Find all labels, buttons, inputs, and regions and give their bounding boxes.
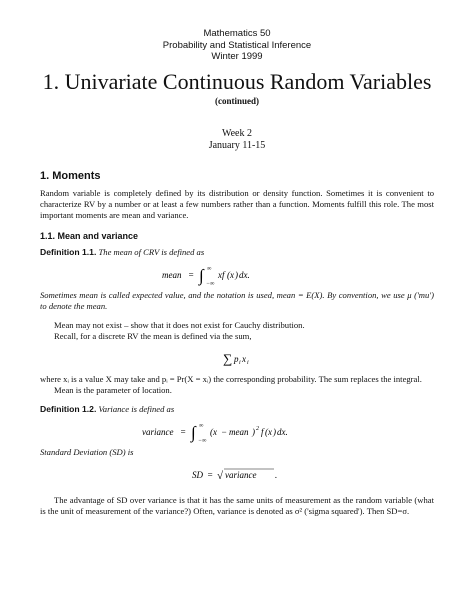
svg-text:−∞: −∞ xyxy=(198,437,207,443)
svg-text:x: x xyxy=(268,426,272,437)
svg-text:): ) xyxy=(235,269,238,280)
mean-equation xyxy=(40,264,434,284)
svg-text:(: ( xyxy=(210,426,213,437)
definition-1-2 xyxy=(40,404,434,415)
svg-text:−∞: −∞ xyxy=(206,280,215,286)
definition-label: Definition 1.2. xyxy=(40,403,97,414)
svg-text:(: ( xyxy=(227,269,230,280)
definition-1-1 xyxy=(40,247,434,258)
week-label: Week 2 xyxy=(221,127,252,139)
svg-text:variance: variance xyxy=(225,469,257,480)
page-subtitle: (continued) xyxy=(214,95,259,106)
svg-text:=: = xyxy=(207,469,214,480)
svg-text:∞: ∞ xyxy=(199,422,204,429)
svg-text:f: f xyxy=(261,426,264,437)
sd-equation xyxy=(40,464,434,484)
svg-text:): ) xyxy=(273,426,276,437)
svg-text:(: ( xyxy=(265,426,268,437)
sum-explanation-paragraph: where xᵢ is a value X may take and pᵢ = Pr(X = xᵢ) the corresponding probability. The sum replaces the integral. xyxy=(40,373,422,384)
sd-formula xyxy=(192,464,282,484)
definition-text: The mean of CRV is defined as xyxy=(98,246,205,257)
svg-text:dx.: dx. xyxy=(277,426,288,437)
subsection-heading-mean-variance: 1.1. Mean and variance xyxy=(40,230,139,241)
svg-text:=: = xyxy=(188,269,195,280)
page-title: 1. Univariate Continuous Random Variables xyxy=(42,68,432,94)
svg-text:mean: mean xyxy=(229,426,249,437)
discrete-mean-paragraph: Recall, for a discrete RV the mean is defined via the sum, xyxy=(54,330,252,341)
definition-label: Definition 1.1. xyxy=(40,246,97,257)
location-paragraph: Mean is the parameter of location. xyxy=(54,384,172,395)
svg-text:.: . xyxy=(275,469,278,480)
section-heading-moments: 1. Moments xyxy=(40,169,101,182)
section-intro-paragraph: Random variable is completely defined by its distribution or density function. Sometimes it is convenient to characterize RV by a number or at least a few numbers rather than a function. Moments fulfill this role. The most important moments are mean and variance. xyxy=(40,187,434,220)
svg-text:−: − xyxy=(221,426,228,437)
svg-text:2: 2 xyxy=(256,425,259,432)
svg-text:x: x xyxy=(213,426,217,437)
svg-text:∞: ∞ xyxy=(207,265,212,272)
mean-note: Sometimes mean is called expected value, and the notation is used, mean = E(X). By convention, we use μ ('mu') to denote the mean. xyxy=(40,289,434,311)
svg-text:mean: mean xyxy=(162,269,182,280)
svg-text:x: x xyxy=(242,353,246,364)
svg-text:=: = xyxy=(180,426,187,437)
sd-advantage-paragraph: The advantage of SD over variance is that it has the same units of measurement as the random variable (what is the unit of measurement of the variance?) Often, variance is denoted as σ² ('sigma squared'). Then SD=σ. xyxy=(40,494,434,516)
variance-integral-formula xyxy=(142,421,332,443)
svg-text:SD: SD xyxy=(192,469,203,480)
course-title: Probability and Statistical Inference xyxy=(162,39,312,51)
svg-text:∫: ∫ xyxy=(199,265,204,285)
course-header xyxy=(40,28,434,63)
definition-text: Variance is defined as xyxy=(98,403,175,414)
svg-text:x: x xyxy=(230,269,234,280)
svg-text:i: i xyxy=(247,359,249,366)
mean-integral-formula xyxy=(162,264,312,286)
svg-text:∫: ∫ xyxy=(191,422,196,442)
week-dates: January 11-15 xyxy=(208,139,266,151)
svg-text:∑: ∑ xyxy=(223,350,233,366)
svg-text:dx.: dx. xyxy=(239,269,250,280)
svg-text:√: √ xyxy=(217,469,224,482)
svg-text:p: p xyxy=(234,353,239,364)
mean-existence-paragraph: Mean may not exist – show that it does not exist for Cauchy distribution. xyxy=(54,319,305,330)
week-info xyxy=(40,128,434,152)
svg-text:): ) xyxy=(252,426,255,437)
sum-equation xyxy=(40,348,434,368)
course-term: Winter 1999 xyxy=(211,51,263,62)
svg-text:variance: variance xyxy=(142,426,174,437)
course-name: Mathematics 50 xyxy=(203,28,271,39)
variance-equation xyxy=(40,421,434,441)
sd-label: Standard Deviation (SD) is xyxy=(40,446,134,457)
svg-text:i: i xyxy=(239,359,241,366)
svg-text:xf: xf xyxy=(218,269,225,280)
discrete-sum-formula xyxy=(217,348,257,368)
